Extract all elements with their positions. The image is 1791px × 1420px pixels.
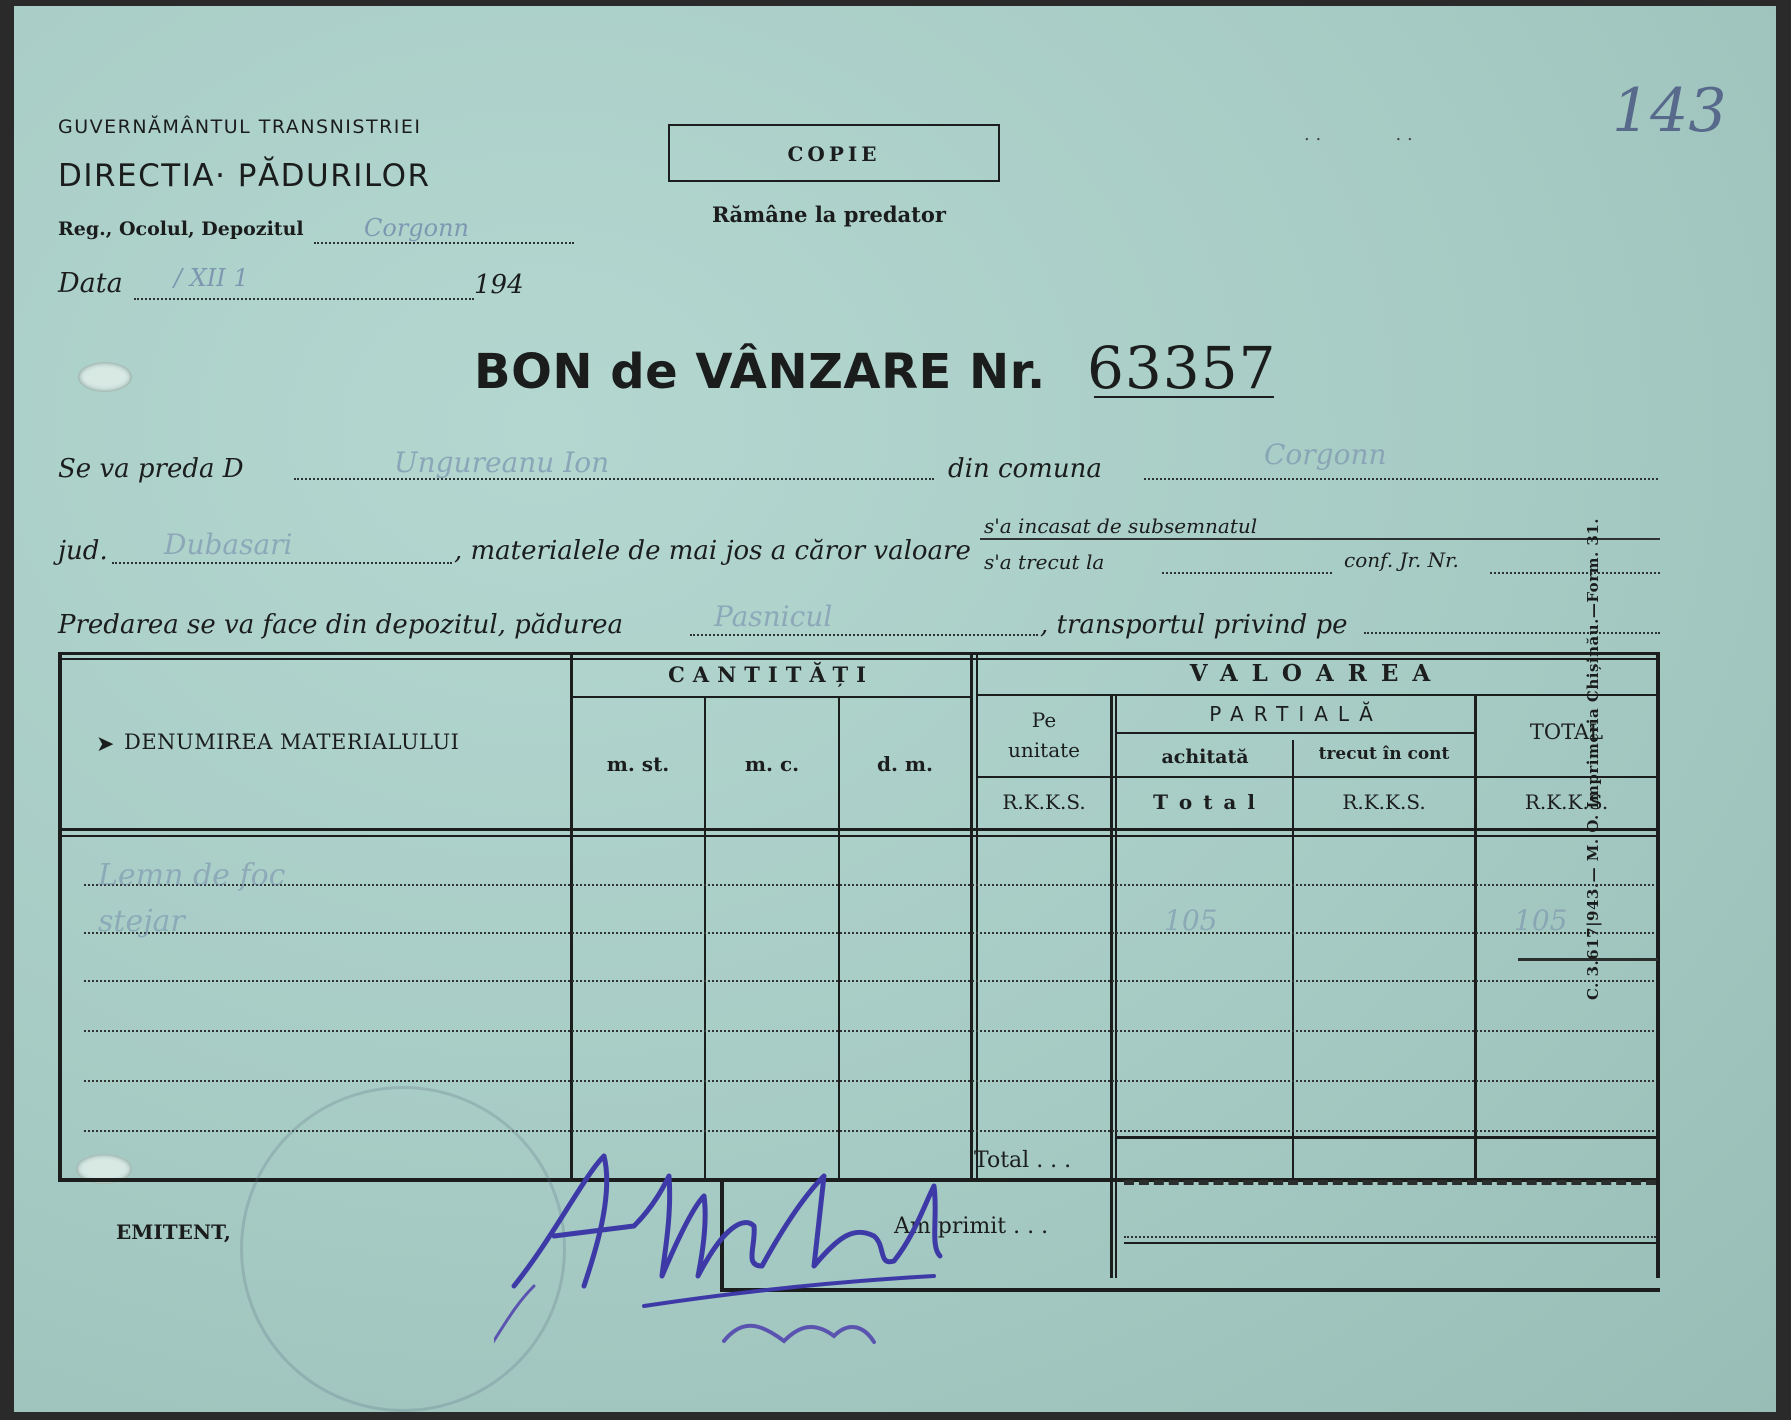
date-label: Data — [58, 268, 123, 299]
pointer-mark: ➤ — [96, 732, 115, 757]
year-prefix: 194 — [474, 270, 524, 300]
materials-label: , materialele de mai jos a căror valoare — [454, 536, 971, 566]
quantities-header: CANTITĂȚI — [668, 662, 874, 687]
qty-col-mc: m. c. — [744, 752, 800, 776]
region-handwriting: Corgonn — [364, 214, 470, 242]
account-field — [1490, 572, 1660, 574]
deliver-to-label: Se va preda D — [58, 454, 244, 484]
table-row — [84, 1030, 1654, 1032]
sales-receipt-document — [14, 6, 1776, 1412]
punch-hole — [78, 362, 132, 392]
currency-account: R.K.K.S. — [1342, 790, 1426, 814]
qty-col-dm: d. m. — [876, 752, 934, 776]
transferred-field — [1162, 572, 1332, 574]
deliver-to-field — [294, 478, 934, 480]
material-handwriting-1: Lemn de foc — [98, 858, 286, 893]
table-row — [84, 932, 1654, 934]
deliver-to-handwriting: Ungureanu Ion — [394, 446, 610, 479]
date-field — [134, 298, 474, 300]
signature — [494, 1116, 1114, 1376]
region-label: Reg., Ocolul, Depozitul — [58, 218, 304, 240]
transport-label: , transportul privind pe — [1040, 610, 1348, 640]
top-dots: . . . . — [1304, 124, 1413, 145]
total-handwriting: 105 — [1514, 904, 1568, 937]
forest-handwriting: Pasnicul — [714, 600, 833, 633]
page-number: 143 — [1612, 76, 1727, 146]
forest-field — [690, 634, 1038, 636]
material-handwriting-2: stejar — [98, 904, 185, 939]
transferred-label: s'a trecut la — [984, 550, 1105, 574]
commune-handwriting: Corgonn — [1264, 438, 1387, 471]
receipt-number: 63357 — [1087, 334, 1277, 402]
receipt-number-underline — [1094, 396, 1274, 398]
total-header: TOTAL — [1529, 720, 1604, 744]
commune-label: din comuna — [948, 454, 1102, 484]
table-row — [84, 884, 1654, 886]
issuer-label: EMITENT, — [116, 1220, 231, 1244]
paid-handwriting: 105 — [1164, 904, 1218, 937]
currency-total: R.K.K.S. — [1524, 790, 1609, 814]
receipt-title: BON de VÂNZARE Nr. — [474, 344, 1046, 400]
delivery-label: Predarea se va face din depozitul, pădurea — [58, 610, 624, 640]
paid-header: achitată — [1161, 746, 1249, 768]
unit-header-line2: unitate — [1008, 738, 1080, 762]
currency-paid: T o t a l — [1153, 790, 1257, 814]
table-row — [84, 980, 1654, 982]
county-field — [112, 562, 452, 564]
collected-label: s'a incasat de subsemnatul — [984, 514, 1258, 538]
government-heading: GUVERNĂMÂNTUL TRANSNISTRIEI — [58, 116, 422, 138]
account-label: conf. Jr. Nr. — [1344, 548, 1459, 572]
material-column-header: DENUMIREA MATERIALULUI — [124, 730, 460, 754]
qty-col-mst: m. st. — [606, 752, 670, 776]
department-heading: DIRECTIA· PĂDURILOR — [58, 158, 431, 194]
copy-label: COPIE — [787, 142, 881, 166]
total-row-underline — [1124, 1180, 1656, 1185]
county-label: jud. — [58, 536, 108, 566]
partial-header: PARTIALĂ — [1209, 702, 1383, 726]
commune-field — [1144, 478, 1658, 480]
value-header: VALOAREA — [1189, 660, 1445, 687]
unit-header-line1: Pe — [1031, 708, 1057, 732]
printer-note: C. 3.617|943.— M. O. Imprimeria Chișinău.—Form. 31. — [1584, 517, 1602, 1000]
county-handwriting: Dubasari — [164, 528, 293, 561]
copy-note: Rămâne la predator — [712, 202, 946, 227]
region-field — [314, 242, 574, 244]
received-dotted-line — [1124, 1236, 1656, 1238]
date-handwriting: / XII 1 — [174, 264, 249, 292]
table-row — [84, 1080, 1654, 1082]
currency-unit: R.K.K.S. — [1002, 790, 1086, 814]
received-label: Am primit . . . — [894, 1214, 1049, 1239]
transport-field — [1364, 632, 1660, 634]
total-label: Total . . . — [974, 1148, 1072, 1173]
collected-field — [980, 538, 1660, 540]
account-header: trecut în cont — [1318, 744, 1450, 764]
